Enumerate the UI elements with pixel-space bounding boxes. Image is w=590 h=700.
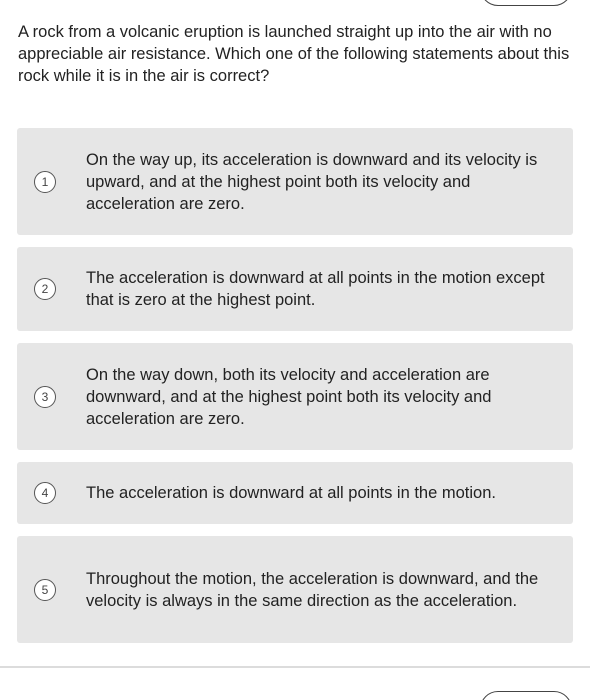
option-text: On the way down, both its velocity and acceleration are downward, and at the highest point both its velocity and acceleration are zero.	[86, 365, 492, 428]
option-number-badge: 3	[34, 386, 56, 408]
bottom-action-button[interactable]	[480, 691, 572, 700]
answer-option-5[interactable]	[17, 536, 573, 643]
option-text: The acceleration is downward at all points in the motion except that is zero at the highest point.	[86, 269, 545, 309]
option-number-badge: 1	[34, 171, 56, 193]
option-text: On the way up, its acceleration is downward and its velocity is upward, and at the highest point both its velocity and acceleration are zero.	[86, 150, 538, 213]
answer-option-4[interactable]	[17, 462, 573, 524]
answer-option-1[interactable]	[17, 128, 573, 235]
answer-option-3[interactable]	[17, 343, 573, 450]
answer-options-list	[17, 128, 573, 655]
option-number-badge: 2	[34, 278, 56, 300]
option-text: Throughout the motion, the acceleration is downward, and the velocity is always in the same direction as the acceleration.	[86, 569, 539, 610]
option-text: The acceleration is downward at all points in the motion.	[86, 484, 496, 502]
option-number-badge: 4	[34, 482, 56, 504]
top-action-button[interactable]	[480, 0, 572, 6]
answer-option-2[interactable]	[17, 247, 573, 331]
option-number-badge: 5	[34, 579, 56, 601]
footer-divider	[0, 666, 590, 668]
question-text: A rock from a volcanic eruption is launched straight up into the air with no appreciable air resistance. Which one of the following statements about this rock while it is in the air is correct?	[18, 23, 570, 85]
